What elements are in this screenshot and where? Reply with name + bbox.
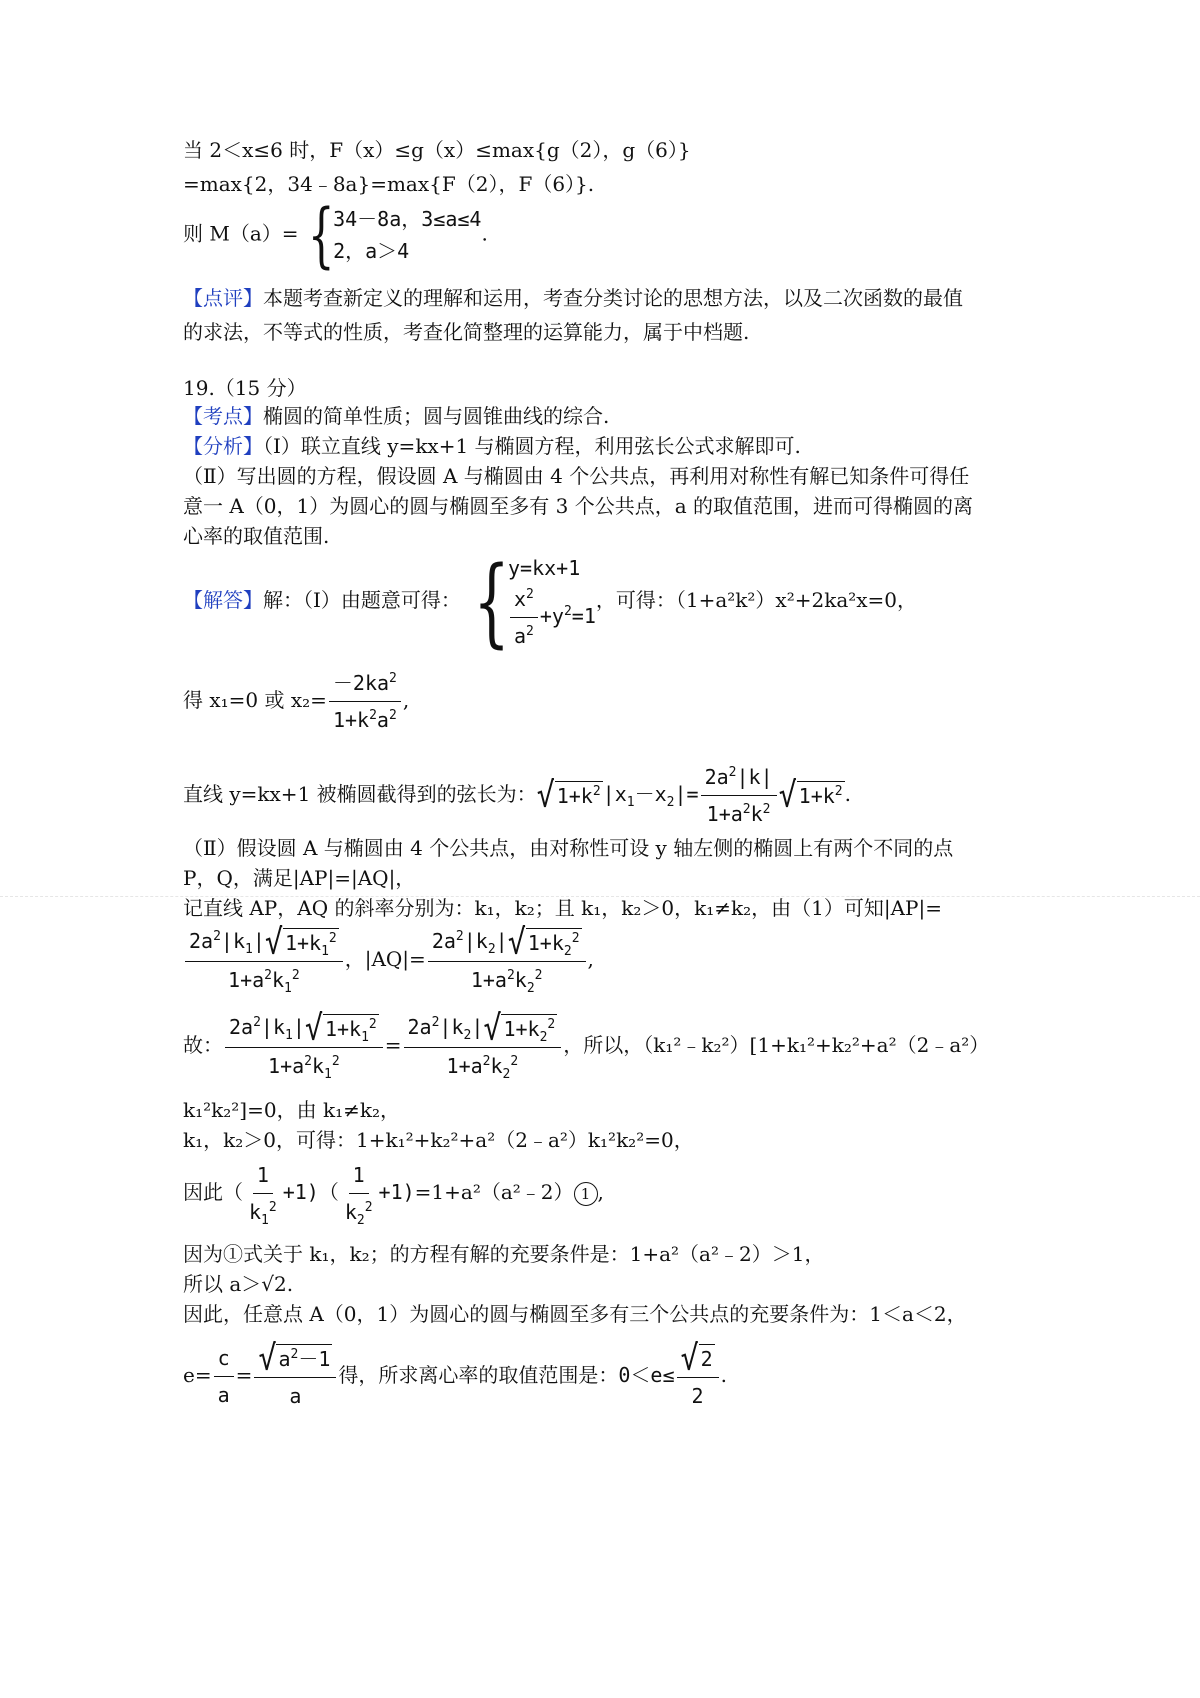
yinci-line: 因此（ $\frac{1}{k_1^2}$ +1)（ $\frac{1}{k_2^2}$ +1)=1+a²（a²﹣2） 1 ,: [183, 1160, 604, 1227]
k-line-2: k₁，k₂＞0，可得：1+k₁²+k₂²+a²（2﹣a²）k₁²k₂²=0，: [183, 1128, 694, 1152]
piecewise-case-2: 2，a＞4: [333, 239, 410, 263]
review-line-2: 的求法，不等式的性质，考查化简整理的运算能力，属于中档题.: [183, 320, 750, 344]
circled-one-icon: 1: [574, 1182, 598, 1206]
question-19-heading: 19.（15 分）: [183, 376, 307, 400]
gu-line: 故： $2a^2|k_1|$ √ $1+k_1^2$ $1+a^2k_1^2$ = $2a^2|k_2|$ √ $1+k_2^2$ $1+a^2k_2^2$ ，所以，（k₁²﹣k₂²）[1+k₁²+k₂²+a²（2﹣a²）: [183, 1007, 990, 1082]
x2-line: 得 x₁=0 或 x₂= $\frac{-2ka^2}{1+k^2a^2}$ ,: [183, 668, 409, 735]
part2-line-3: 记直线 AP，AQ 的斜率分别为：k₁，k₂；且 k₁，k₂＞0，k₁≠k₂，由（1）可知|AP|=: [183, 896, 942, 920]
fenxi-line-2: （Ⅱ）写出圆的方程，假设圆 A 与椭圆由 4 个公共点，再利用对称性有解已知条件可得任: [183, 464, 970, 488]
line-1: 当 2＜x≤6 时，F（x）≤g（x）≤max{g（2），g（6）}: [183, 138, 691, 162]
system-eq-1: y=kx+1: [507, 556, 581, 580]
chord-length-line: 直线 y=kx+1 被椭圆截得到的弦长为： √ $1+k^2$ $|x_1-x_2|=$ $\frac{2a^2|k|}{1+a^2k^2}$ √ $1+k^2$ .: [183, 762, 851, 829]
fenxi-line-3: 意一 A（0，1）为圆心的圆与椭圆至多有 3 个公共点，a 的取值范围，进而可得椭圆的离: [183, 494, 973, 518]
kaodian-tag: 【考点】: [183, 404, 263, 428]
part2-line-1: （Ⅱ）假设圆 A 与椭圆由 4 个公共点，由对称性可设 y 轴左侧的椭圆上有两个不同的点: [183, 836, 954, 860]
suoyi-line: 所以 a＞√2.: [183, 1272, 294, 1296]
eccentricity-line: e= $\frac{c}{a}$ = √ $a^2-1$ a 得，所求离心率的取值范围是：0＜e≤ √ 2 2 .: [183, 1337, 727, 1408]
review-line-1: 【点评】本题考查新定义的理解和运用，考查分类讨论的思想方法，以及二次函数的最值: [183, 286, 963, 310]
k-line-1: k₁²k₂²]=0，由 k₁≠k₂，: [183, 1098, 400, 1122]
yinwei-line: 因为①式关于 k₁，k₂；的方程有解的充要条件是：1+a²（a²﹣2）＞1，: [183, 1242, 825, 1266]
piecewise-case-1: 34－8a，3≤a≤4: [333, 207, 482, 231]
line-2: =max{2，34﹣8a}=max{F（2），F（6）}.: [183, 172, 595, 196]
review-tag: 【点评】: [183, 286, 263, 310]
part2-line-2: P，Q，满足|AP|=|AQ|，: [183, 866, 416, 890]
system-eq-2: $\frac{x^2}{a^2}$ $+y^2=1$: [508, 584, 596, 651]
fenxi-line-4: 心率的取值范围.: [183, 524, 330, 548]
piecewise-M: 则 M（a）= { 34－8a，3≤a≤4 2，a＞4 .: [183, 194, 488, 276]
yinci2-line: 因此，任意点 A（0，1）为圆心的圆与椭圆至多有三个公共点的充要条件为：1＜a＜2，: [183, 1302, 967, 1326]
fenxi-line-1: 【分析】（Ⅰ）联立直线 y=kx+1 与椭圆方程，利用弦长公式求解即可.: [183, 434, 801, 458]
jieda-tag: 【解答】: [183, 588, 263, 612]
ap-aq-line: $2a^2|k_1|$ √ $1+k_1^2$ $1+a^2k_1^2$ ，|AQ|= $2a^2|k_2|$ √ $1+k_2^2$ $1+a^2k_2^2$ ,: [183, 926, 594, 995]
jieda-line-1: 【解答】解：（Ⅰ）由题意可得： { y=kx+1 $\frac{x^2}{a^2}$ $+y^2=1$ ，可得：（1+a²k²）x²+2ka²x=0，: [183, 545, 918, 658]
kaodian-line: 【考点】椭圆的简单性质；圆与圆锥曲线的综合.: [183, 404, 610, 428]
fenxi-tag: 【分析】: [183, 434, 263, 458]
